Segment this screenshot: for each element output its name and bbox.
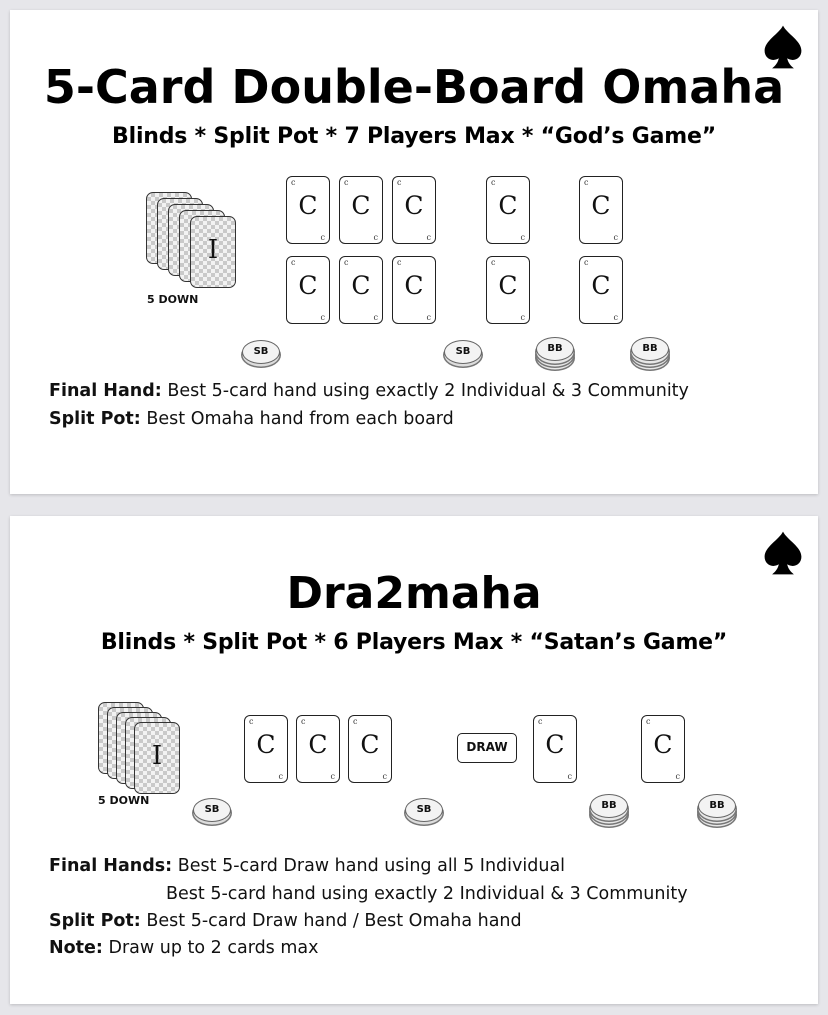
community-card: c C c (486, 176, 530, 244)
rule-note: Note: Draw up to 2 cards max (49, 938, 319, 958)
community-card: c C c (296, 715, 340, 783)
game-subtitle: Blinds * Split Pot * 6 Players Max * “Satan’s Game” (100, 630, 728, 655)
card-symbol: I (151, 741, 163, 771)
community-card: c C c (339, 176, 383, 244)
big-blind-chip: BB (590, 794, 628, 818)
individual-label: 5 DOWN (147, 293, 199, 306)
small-blind-chip: SB (405, 798, 443, 822)
game-title: Dra2maha (286, 568, 542, 619)
community-card: c C c (244, 715, 288, 783)
community-card: c C c (348, 715, 392, 783)
community-card: c C c (486, 256, 530, 324)
community-card: c C c (579, 256, 623, 324)
community-card: c C c (392, 256, 436, 324)
game-title: 5-Card Double-Board Omaha (43, 60, 785, 114)
community-card: c C c (641, 715, 685, 783)
community-card: c C c (579, 176, 623, 244)
big-blind-chip: BB (631, 337, 669, 361)
rule-final-hand: Final Hand: Best 5-card hand using exactly 2 Individual & 3 Community (49, 381, 689, 401)
individual-card (134, 722, 180, 794)
community-card: c C c (339, 256, 383, 324)
draw-box: DRAW (457, 733, 517, 763)
rule-final-hands-continued: Best 5-card hand using exactly 2 Individual & 3 Community (166, 884, 688, 904)
community-card: c C c (286, 176, 330, 244)
game-card-dra2maha (10, 516, 818, 1004)
rule-final-hands: Final Hands: Best 5-card Draw hand using all 5 Individual (49, 856, 566, 876)
small-blind-chip: SB (242, 340, 280, 364)
game-subtitle: Blinds * Split Pot * 7 Players Max * “God’s Game” (112, 124, 716, 149)
individual-card (190, 216, 236, 288)
community-card: c C c (392, 176, 436, 244)
rule-split-pot: Split Pot: Best Omaha hand from each board (49, 409, 454, 429)
small-blind-chip: SB (444, 340, 482, 364)
big-blind-chip: BB (698, 794, 736, 818)
game-card-double-board-omaha (10, 10, 818, 494)
community-card: c C c (286, 256, 330, 324)
rule-split-pot: Split Pot: Best 5-card Draw hand / Best Omaha hand (49, 911, 522, 931)
big-blind-chip: BB (536, 337, 574, 361)
community-card: c C c (533, 715, 577, 783)
individual-cards-stack (146, 192, 246, 302)
card-symbol: I (207, 235, 219, 265)
small-blind-chip: SB (193, 798, 231, 822)
individual-label: 5 DOWN (98, 794, 150, 807)
